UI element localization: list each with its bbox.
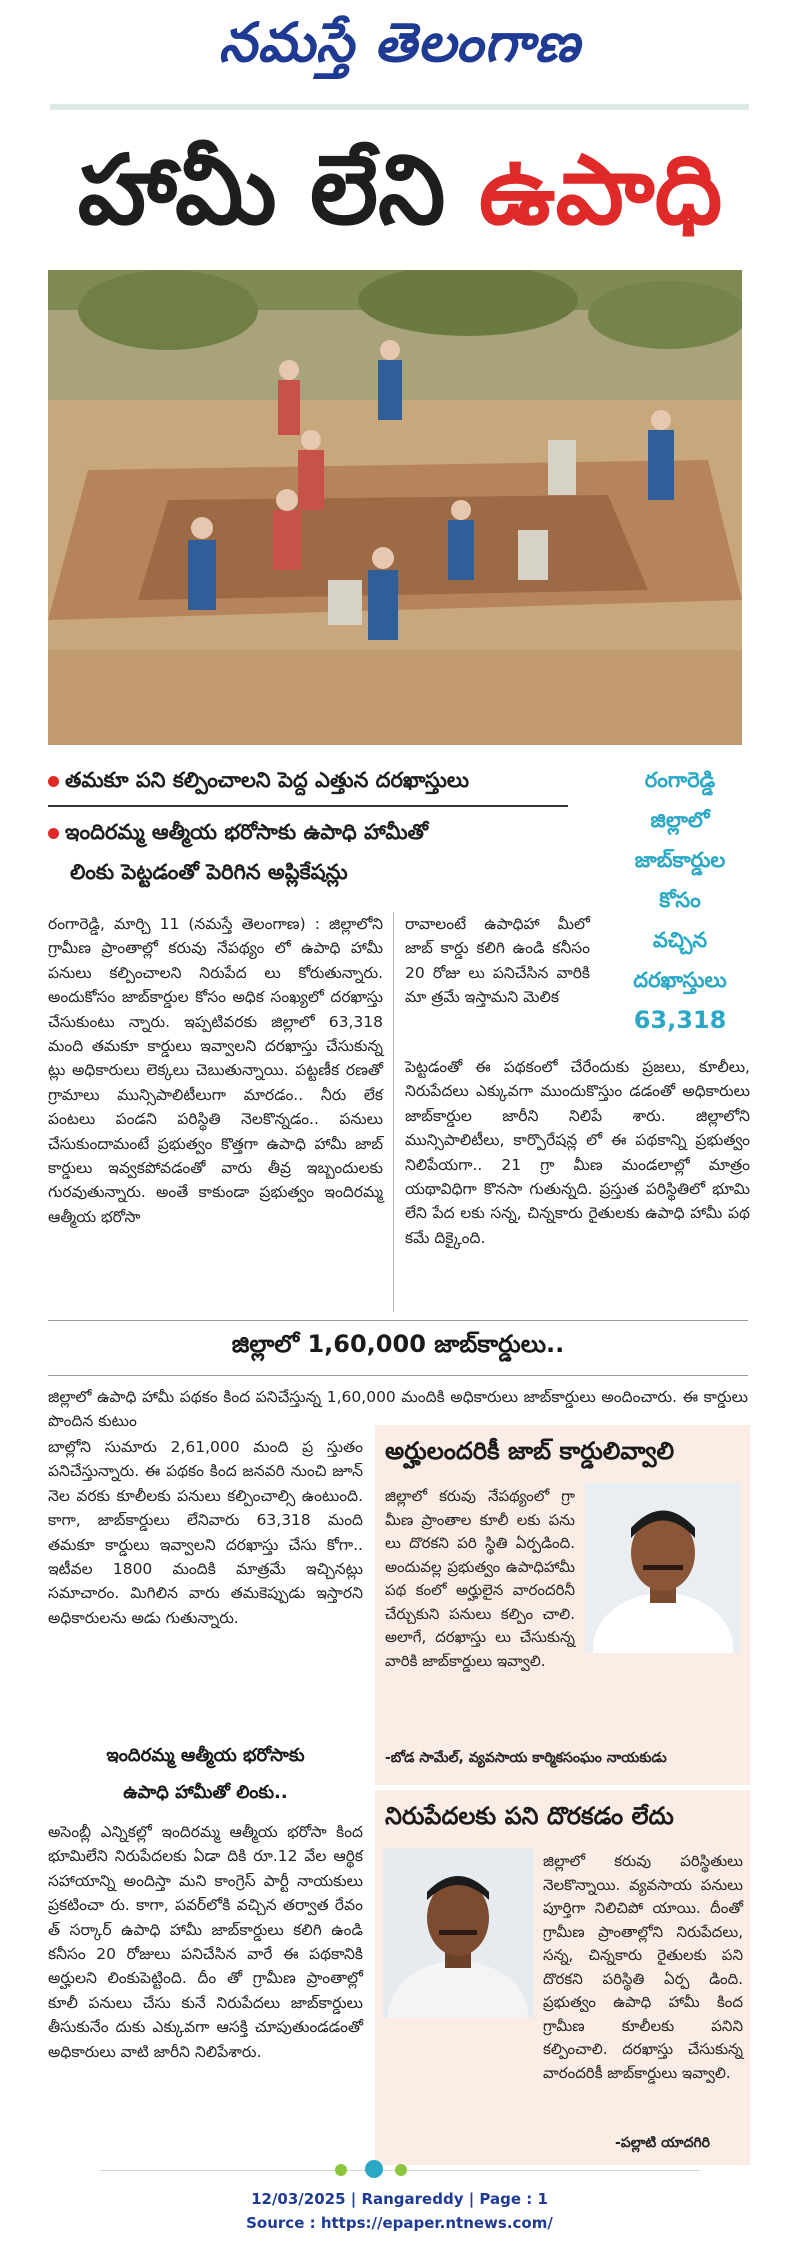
sidebox-line: జిల్లాలో: [650, 808, 710, 832]
article-col-2-top: రావాలంటే ఉపాధిహా మీలో జాబ్ కార్డు కలిగి ఉండి కనీసం 20 రోజు లు పనిచేసిన వారికి మా త్రమే ఇస్తామని మెలిక: [405, 915, 590, 1007]
quote-box-1: [375, 1425, 750, 1785]
sidebox: [590, 760, 770, 1040]
section2-subhead-1: ఇందిరమ్మ ఆత్మీయ భరోసాకు: [106, 1745, 305, 1766]
sidebox-number: 63,318: [633, 1006, 727, 1034]
footer-date-line: 12/03/2025 | Rangareddy | Page : 1: [251, 2190, 548, 2208]
footer-dot-icon: [335, 2164, 347, 2176]
portrait-1: [585, 1483, 740, 1653]
headline-part1: హామీ లేని: [77, 134, 479, 246]
sidebox-line: జాబ్‌కార్డుల: [634, 848, 726, 872]
subhead-3: లింకు పెట్టడంతో పెరిగిన అప్లికేషన్లు: [70, 860, 348, 884]
quote-box-2-heading: నిరుపేదలకు పని దొరకడం లేదు: [385, 1802, 674, 1830]
footer-source-link[interactable]: Source : https://epaper.ntnews.com/: [246, 2214, 553, 2232]
section2-subhead-2: ఉపాధి హామీతో లింకు..: [123, 1782, 288, 1803]
quote-box-2: [375, 1790, 750, 2165]
workers-photo-illustration: [48, 270, 742, 745]
headline: [40, 120, 760, 260]
section2-intro: జిల్లాలో ఉపాధి హామీ పథకం కింద పనిచేస్తున్న 1,60,000 మందికి అధికారులు జాబ్‌కార్డులు అందించారు. ఈ కార్డులు పొందిన కుటుం: [48, 1388, 748, 1431]
column-divider: [393, 912, 394, 1312]
article-col-1: రంగారెడ్డి, మార్చి 11 (నమస్తే తెలంగాణ) : జిల్లాలోని గ్రామీణ ప్రాంతాల్లో కరువు నేపథ్యం లో ఉపాధి హామీ పనులు కల్పించాలని నిరుపేద లు కోరుతున్నారు. అందుకోసం జాబ్‌కార్డుల కోసం అధిక సంఖ్యలో దరఖాస్తు చేసుకుంటు న్నారు. ఇప్పటివరకు జిల్లాలో 63,318 మంది తమకూ కార్డులు ఇవ్వాలని దరఖాస్తు చేసుకున్న ట్లు అధికారులు లెక్కలు చెబుతున్నాయి. పట్టణీక రణతో గ్రామాలు మున్సిపాలిటీలుగా మారడం.. నీరు లేక పంటలు పండని పరిస్థితి నెలకొన్నడం.. పనులు చేసుకుందామంటే ప్రభుత్వం కొత్తగా ఉపాధి హామీ జాబ్ కార్డులు ఇవ్వకపోవడంతో వారు తీవ్ర ఇబ్బందులకు గురవుతున్నారు. అంతే కాకుండా ప్రభుత్వం ఇందిరమ్మ ఆత్మీయ భరోసా: [48, 915, 383, 1226]
footer-dot-icon: [395, 2164, 407, 2176]
portrait-2: [383, 1848, 533, 2018]
sidebox-line: కోసం: [659, 888, 701, 912]
news-photo: [48, 270, 742, 745]
sidebox-line: దరఖాస్తులు: [633, 968, 727, 992]
bullet-icon: [48, 828, 59, 839]
person-portrait-icon: [383, 1848, 533, 2018]
subhead-2: ఇందిరమ్మ ఆత్మీయ భరోసాకు ఉపాధి హామీతో: [48, 820, 428, 850]
newspaper-title: నమస్తే తెలంగాణ: [218, 10, 581, 74]
subhead-1: తమకూ పని కల్పించాలని పెద్ద ఎత్తున దరఖాస్తులు: [48, 768, 469, 798]
quote-box-1-attribution: -బోడ సామేల్, వ్యవసాయ కార్మికసంఘం నాయకుడు: [385, 1750, 667, 1766]
section-rule: [48, 1320, 748, 1321]
section-heading: జిల్లాలో 1,60,000 జాబ్‌కార్డులు..: [231, 1330, 565, 1358]
quote-box-2-text: జిల్లాలో కరువు పరిస్థితులు నెలకొన్నాయి. వ్యవసాయ పనులు పూర్తిగా నిలిచిపో యాయి. దీంతో గ్రామీణ ప్రాంతాల్లోని నిరుపేదలు, సన్న, చిన్నకారు రైతులకు పని దొరకని పరిస్థితి ఏర్ప డింది. ప్రభుత్వం ఉపాధి హామీ కింద గ్రామీణ కూలీలకు పనిని కల్పించాలి. దరఖాస్తు చేసుకున్న వారందరికీ జాబ్‌కార్డులు ఇవ్వాలి.: [543, 1852, 743, 2082]
section2-left-col: బాల్లోని సుమారు 2,61,000 మంది ప్ర స్తుతం పనిచేస్తున్నారు. ఈ పథకం కింద జనవరి నుంచి జూన్ నెల వరకు కూలీలకు పనులు కల్పించాల్సి ఉంటుంది. కాగా, జాబ్‌కార్డులు లేనివారు 63,318 మంది తమకూ కార్డులు ఇవ్వాలని దరఖాస్తు చేసు కోగా.. ఇటీవల 1800 మందికి మాత్రమే ఇచ్చినట్లు సమాచారం. మిగిలిన వారు తమకెప్పుడు ఇస్తారని అధికారులను అడు గుతున్నారు.: [48, 1438, 363, 1627]
footer-logo-icon: [365, 2160, 383, 2178]
quote-box-1-text: జిల్లాలో కరువు నేపథ్యంలో గ్రా మీణ ప్రాంతాల కూలీ లకు పను లు దొరకని పరి స్థితి ఏర్పడింది. అందువల్ల ప్రభుత్వం ఉపాధిహామీ పథ కంలో అర్హులైన వారందరినీ చేర్చుకుని పనులు కల్పిం చాలి. అలాగే, దరఖాస్తు లు చేసుకున్న వారికి జాబ్‌కార్డులు ఇవ్వాలి.: [385, 1487, 575, 1670]
headline-part2: ఉపాధి: [478, 134, 723, 246]
subhead-rule: [48, 805, 568, 807]
masthead: [0, 0, 799, 110]
section2-left-col-2: అసెంబ్లీ ఎన్నికల్లో ఇందిరమ్మ ఆత్మీయ భరోసా కింద భూమిలేని నిరుపేదలకు ఏడా దికి రూ.12 వేల ఆర్థిక సహాయాన్ని అందిస్తా మని కాంగ్రెస్ పార్టీ నాయకులు ప్రకటించా రు. కాగా, పవర్‌లోకి వచ్చిన తర్వాత రేవం త్ సర్కార్ ఉపాధి హామీ జాబ్‌కార్డులు కలిగి ఉండి కనీసం 20 రోజులు పనిచేసిన వారే ఈ పథకానికి అర్హులని లింకుపెట్టింది. దీం తో గ్రామీణ ప్రాంతాల్లో కూలీ పనులు చేసు కునే నిరుపేదలు జాబ్‌కార్డులు తీసుకునేం దుకు ఎక్కువగా ఆసక్తి చూపుతుండడంతో అధికారులు వాటి జారీని నిలిపేశారు.: [48, 1823, 363, 2061]
quote-box-1-heading: అర్హులందరికీ జాబ్ కార్డులివ్వాలి: [385, 1437, 675, 1465]
bullet-icon: [48, 776, 59, 787]
masthead-rule: [50, 104, 749, 110]
article-col-2-bottom: పెట్టడంతో ఈ పథకంలో చేరేందుకు ప్రజలు, కూలీలు, నిరుపేదలు ఎక్కువగా ముందుకొస్తుం డడంతో అధికారులు జాబ్‌కార్డుల జారీని నిలిపే శారు. జిల్లాలోని మున్సిపాలిటీలు, కార్పొరేషన్ల లో ఈ పథకాన్ని ప్రభుత్వం నిలిపేయగా.. 21 గ్రా మీణ మండలాల్లో మాత్రం యథావిధిగా కొనసా గుతున్నది. ప్రస్తుత పరిస్థితిలో భూమి లేని పేద లకు సన్న, చిన్నకారు రైతులకు ఉపాధి హామీ పథ కమే దిక్కైంది.: [405, 1058, 750, 1247]
sidebox-line: వచ్చిన: [652, 928, 708, 952]
person-portrait-icon: [585, 1483, 740, 1653]
section-rule: [48, 1375, 748, 1376]
sidebox-line: రంగారెడ్డి: [644, 768, 716, 792]
quote-box-2-attribution: -పల్లాటి యాదగిరి: [615, 2135, 710, 2151]
